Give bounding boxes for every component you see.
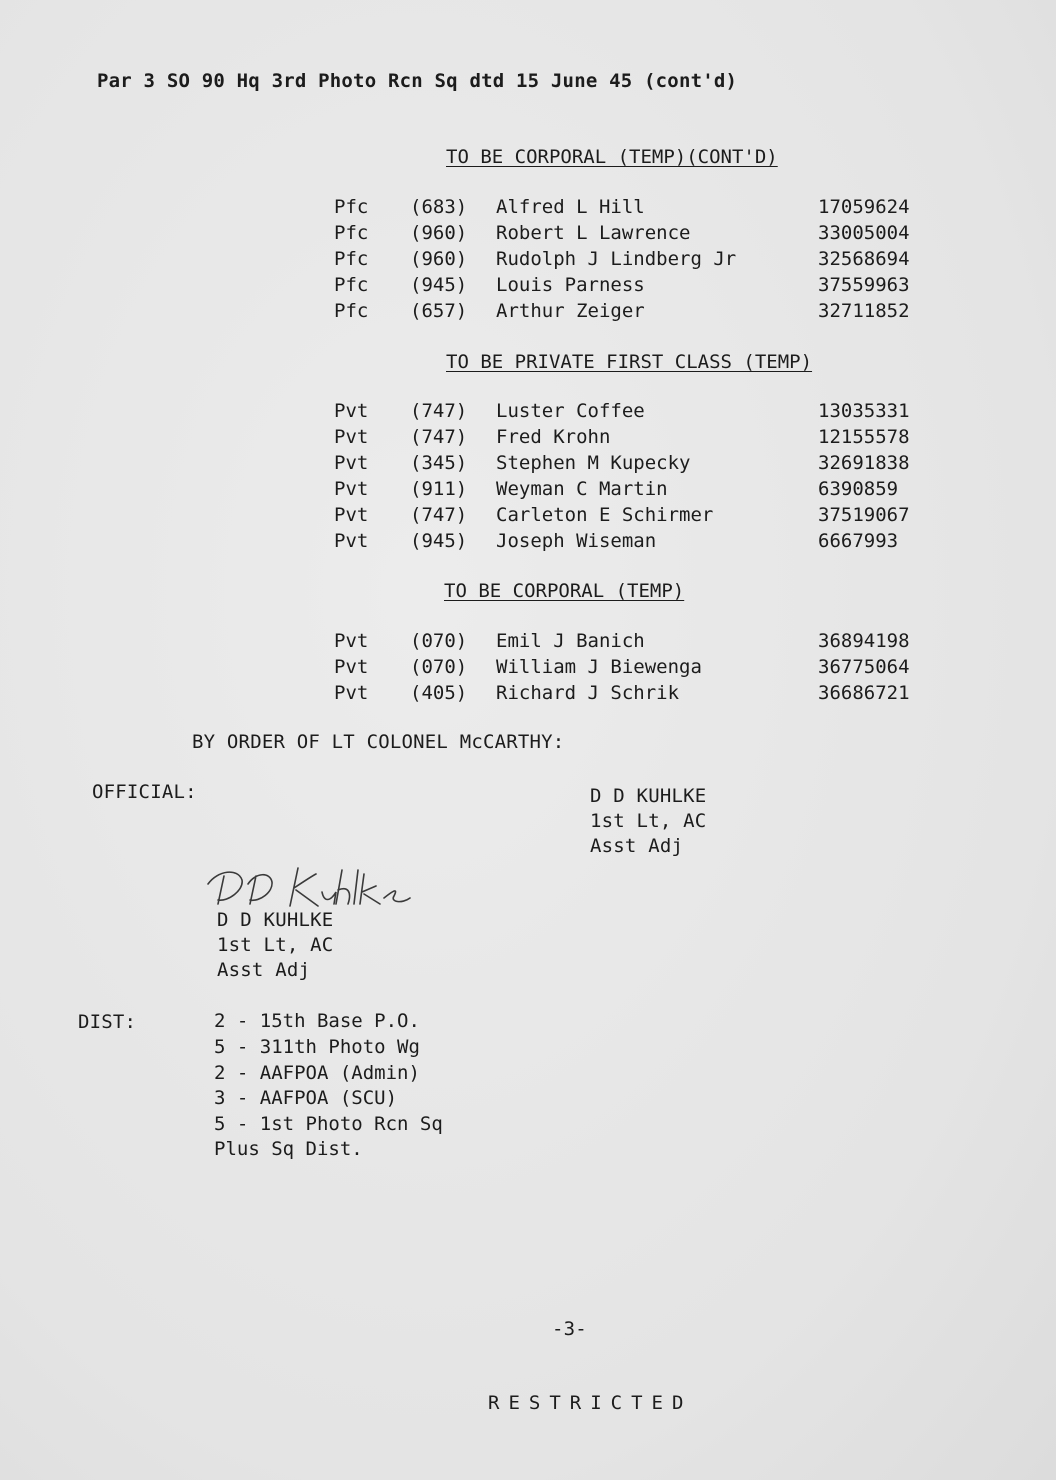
name-cell: Richard J Schrik <box>496 682 680 704</box>
code-cell: (945) <box>410 530 468 552</box>
name-cell: William J Biewenga <box>496 656 702 678</box>
list-item: Plus Sq Dist. <box>214 1138 363 1160</box>
serial-cell: 17059624 <box>818 196 910 218</box>
name-cell: Luster Coffee <box>496 400 645 422</box>
section-title-corporal: TO BE CORPORAL (TEMP) <box>444 580 685 602</box>
table-row <box>0 530 1056 556</box>
table-row <box>0 222 1056 248</box>
table-row <box>0 300 1056 326</box>
rank-cell: Pvt <box>334 682 369 704</box>
serial-cell: 36894198 <box>818 630 910 652</box>
code-cell: (683) <box>410 196 468 218</box>
table-row <box>0 400 1056 426</box>
table-row <box>0 426 1056 452</box>
rank-cell: Pvt <box>334 400 369 422</box>
rank-cell: Pvt <box>334 530 369 552</box>
serial-cell: 33005004 <box>818 222 910 244</box>
table-row <box>0 478 1056 504</box>
code-cell: (747) <box>410 426 468 448</box>
table-row <box>0 682 1056 708</box>
name-cell: Alfred L Hill <box>496 196 645 218</box>
serial-cell: 13035331 <box>818 400 910 422</box>
order-line: BY ORDER OF LT COLONEL McCARTHY: <box>192 731 565 753</box>
list-item: 2 - 15th Base P.O. <box>214 1010 420 1032</box>
code-cell: (747) <box>410 504 468 526</box>
name-cell: Weyman C Martin <box>496 478 668 500</box>
classification-marking: RESTRICTED <box>488 1392 693 1414</box>
table-row <box>0 248 1056 274</box>
rank-cell: Pvt <box>334 452 369 474</box>
rank-cell: Pfc <box>334 222 369 244</box>
signer-right-name: D D KUHLKE <box>590 785 707 807</box>
code-cell: (960) <box>410 248 468 270</box>
table-row <box>0 196 1056 222</box>
list-item: 5 - 311th Photo Wg <box>214 1036 420 1058</box>
name-cell: Rudolph J Lindberg Jr <box>496 248 737 270</box>
code-cell: (405) <box>410 682 468 704</box>
document-header: Par 3 SO 90 Hq 3rd Photo Rcn Sq dtd 15 June 45 (cont'd) <box>97 70 738 92</box>
table-row <box>0 274 1056 300</box>
serial-cell: 6390859 <box>818 478 899 500</box>
rank-cell: Pvt <box>334 630 369 652</box>
list-item: 3 - AAFPOA (SCU) <box>214 1087 398 1109</box>
table-row <box>0 656 1056 682</box>
signer-right-rank: 1st Lt, AC <box>590 810 707 832</box>
name-cell: Carleton E Schirmer <box>496 504 714 526</box>
serial-cell: 6667993 <box>818 530 899 552</box>
dist-label: DIST: <box>78 1011 137 1033</box>
serial-cell: 36775064 <box>818 656 910 678</box>
rank-cell: Pvt <box>334 656 369 678</box>
name-cell: Robert L Lawrence <box>496 222 691 244</box>
serial-cell: 12155578 <box>818 426 910 448</box>
signer-left-title: Asst Adj <box>217 959 311 981</box>
name-cell: Louis Parness <box>496 274 645 296</box>
rank-cell: Pfc <box>334 274 369 296</box>
table-row <box>0 504 1056 530</box>
code-cell: (345) <box>410 452 468 474</box>
name-cell: Arthur Zeiger <box>496 300 645 322</box>
rank-cell: Pvt <box>334 504 369 526</box>
official-label: OFFICIAL: <box>92 781 197 803</box>
rank-cell: Pfc <box>334 248 369 270</box>
name-cell: Fred Krohn <box>496 426 611 448</box>
name-cell: Joseph Wiseman <box>496 530 657 552</box>
name-cell: Emil J Banich <box>496 630 645 652</box>
code-cell: (945) <box>410 274 468 296</box>
rank-cell: Pvt <box>334 426 369 448</box>
serial-cell: 37519067 <box>818 504 910 526</box>
serial-cell: 36686721 <box>818 682 910 704</box>
serial-cell: 32568694 <box>818 248 910 270</box>
code-cell: (657) <box>410 300 468 322</box>
code-cell: (911) <box>410 478 468 500</box>
serial-cell: 32711852 <box>818 300 910 322</box>
code-cell: (070) <box>410 656 468 678</box>
rank-cell: Pvt <box>334 478 369 500</box>
name-cell: Stephen M Kupecky <box>496 452 691 474</box>
signer-left-rank: 1st Lt, AC <box>217 934 334 956</box>
table-row <box>0 630 1056 656</box>
signer-right-title: Asst Adj <box>590 835 684 857</box>
serial-cell: 32691838 <box>818 452 910 474</box>
table-row <box>0 452 1056 478</box>
code-cell: (960) <box>410 222 468 244</box>
signer-left-name: D D KUHLKE <box>217 909 334 931</box>
code-cell: (070) <box>410 630 468 652</box>
page-number: -3- <box>552 1318 587 1340</box>
serial-cell: 37559963 <box>818 274 910 296</box>
list-item: 5 - 1st Photo Rcn Sq <box>214 1113 443 1135</box>
section-title-pfc: TO BE PRIVATE FIRST CLASS (TEMP) <box>446 351 813 373</box>
rank-cell: Pfc <box>334 196 369 218</box>
section-title-corporal-contd: TO BE CORPORAL (TEMP)(CONT'D) <box>446 146 778 168</box>
rank-cell: Pfc <box>334 300 369 322</box>
list-item: 2 - AAFPOA (Admin) <box>214 1062 420 1084</box>
code-cell: (747) <box>410 400 468 422</box>
